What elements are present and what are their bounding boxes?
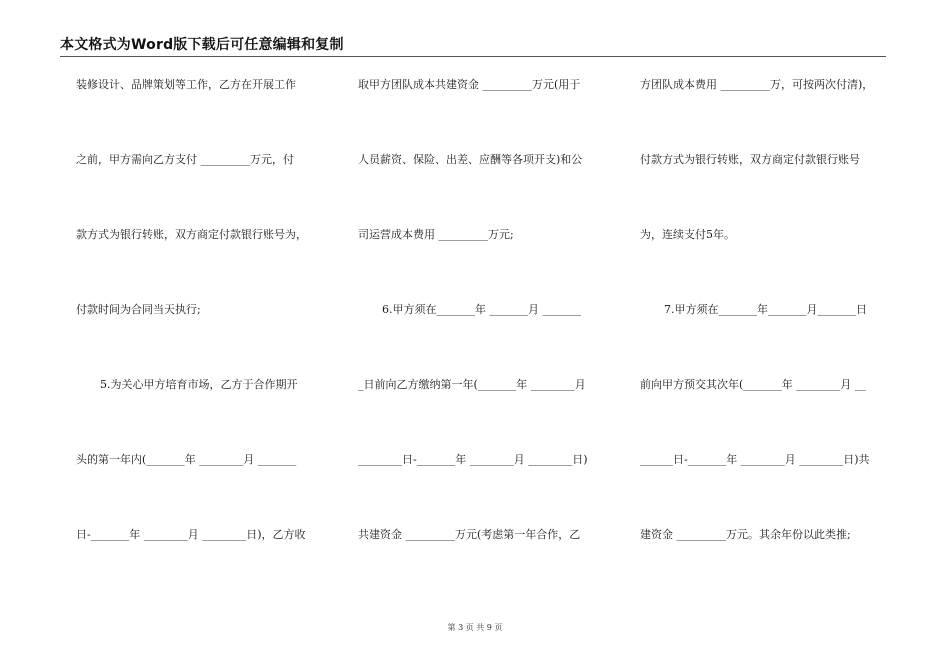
text-line: 头的第一年内(_______年 ________月 _______	[76, 453, 297, 466]
text-line: _日前向乙方缴纳第一年(_______年 ________月	[358, 378, 586, 391]
text-line: 共建资金 _________万元(考虑第一年合作，乙	[358, 528, 581, 541]
text-line: 款方式为银行转账，双方商定付款银行账号为，	[76, 228, 307, 241]
text-line: 日-_______年 ________月 ________日)，乙方收	[76, 528, 306, 541]
text-line: ______日-_______年 ________月 ________日)共	[640, 453, 870, 466]
text-line: 付款方式为银行转账，双方商定付款银行账号	[640, 153, 860, 166]
text-line: ________日-_______年 ________月 ________日)	[358, 453, 588, 466]
text-line: 7.甲方须在_______年_______月_______日	[664, 303, 867, 316]
text-line: 为，连续支付5年。	[640, 228, 735, 241]
header-title: 本文格式为Word版下载后可任意编辑和复制	[60, 37, 344, 53]
text-line: 取甲方团队成本共建资金 _________万元(用于	[358, 78, 581, 91]
text-line: 前向甲方预交其次年(_______年 ________月 __	[640, 378, 866, 391]
text-line: 付款时间为合同当天执行;	[76, 303, 201, 316]
page-number: 第 3 页 共 9 页	[447, 623, 503, 632]
page-footer	[0, 622, 950, 633]
text-line: 之前，甲方需向乙方支付 _________万元，付	[76, 153, 294, 166]
text-line: 6.甲方须在_______年 _______月 _______	[382, 303, 581, 316]
text-line: 方团队成本费用 _________万，可按两次付清)，	[640, 78, 874, 91]
document-header	[60, 34, 886, 57]
text-line: 5.为关心甲方培育市场，乙方于合作期开	[100, 378, 298, 391]
text-line: 建资金 _________万元。其余年份以此类推;	[640, 528, 851, 541]
text-line: 司运营成本费用 _________万元;	[358, 228, 514, 241]
text-line: 装修设计、品牌策划等工作，乙方在开展工作	[76, 78, 296, 91]
text-line: 人员薪资、保险、出差、应酬等各项开支)和公	[358, 153, 583, 166]
